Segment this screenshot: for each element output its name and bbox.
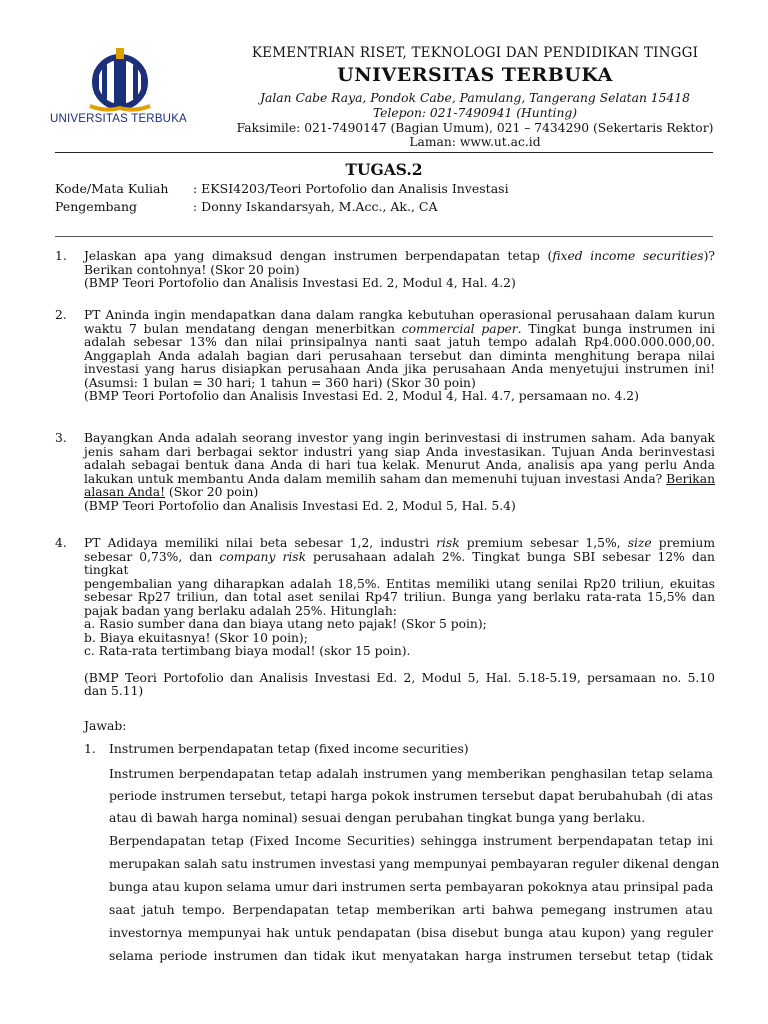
sub-question-b: b. Biaya ekuitasnya! (Skor 10 poin);: [84, 630, 308, 645]
answer-line: Berpendapatan tetap (Fixed Income Securities) sehingga instrument berpendapatan tetap ini: [109, 833, 713, 848]
logo-wordmark: UNIVERSITAS TERBUKA: [50, 113, 187, 125]
answer-line: bunga atau kupon selama umur dari instrumen serta pembayaran pokoknya atau prinsipal pada: [109, 879, 714, 894]
question-text-line: sebesar 0,73%, dan company risk perusahaan adalah 2%. Tingkat bunga SBI sebesar 12% dan tingkat: [84, 549, 715, 577]
question-text-line: adalah sebesar 13% dan nilai prinsipalnya nanti saat jatuh tempo adalah Rp4.000.000.000,00.: [84, 335, 715, 349]
sub-question-a: a. Rasio sumber dana dan biaya utang neto pajak! (Skor 5 poin);: [84, 617, 487, 631]
question-text-line: jenis saham dari berbagai sektor industri yang siap Anda investasikan. Tujuan Anda berinvestasi: [84, 444, 715, 459]
assignment-title: TUGAS.2: [345, 160, 423, 179]
question-number: 4.: [55, 536, 67, 550]
question-number: 1.: [55, 249, 67, 263]
question-text-line: (Asumsi: 1 bulan = 30 hari; 1 tahun = 360 hari) (Skor 30 poin): [84, 375, 476, 390]
course-label: Kode/Mata Kuliah: [55, 181, 169, 196]
question-text-line: pajak badan yang berlaku adalah 25%. Hitunglah:: [84, 603, 397, 618]
answer-line: Instrumen berpendapatan tetap adalah instrumen yang memberikan penghasilan tetap selama: [109, 766, 713, 781]
developer-value: : Donny Iskandarsyah, M.Acc., Ak., CA: [193, 199, 438, 214]
answer-line: investornya mempunyai hak untuk pendapatan (bisa disebut bunga atau kupon) yang reguler: [109, 925, 713, 940]
answer-line: saat jatuh tempo. Berpendapatan tetap memberikan arti bahwa pemegang instrumen atau: [109, 902, 713, 917]
question-text-line: pengembalian yang diharapkan adalah 18,5%. Entitas memiliki utang senilai Rp20 triliun, ekuitas: [84, 576, 715, 591]
question-text-line: PT Adidaya memiliki nilai beta sebesar 1,2, industri risk premium sebesar 1,5%, size premium: [84, 536, 715, 550]
question-reference: (BMP Teori Portofolio dan Analisis Investasi Ed. 2, Modul 5, Hal. 5.4): [84, 498, 516, 513]
question-text-line: Berikan contohnya! (Skor 20 poin): [84, 262, 300, 277]
answer-line: periode instrumen tersebut, tetapi harga pokok instrumen tersebut dapat berubahubah (di atas: [109, 788, 713, 803]
answer-heading: Instrumen berpendapatan tetap (fixed income securities): [109, 741, 469, 756]
question-reference: (BMP Teori Portofolio dan Analisis Investasi Ed. 2, Modul 5, Hal. 5.18-5.19, persamaan no. 5.10: [84, 670, 715, 685]
question-text-line: Anggaplah Anda adalah bagian dari perusahaan tersebut dan diminta menghitung berapa nilai: [84, 348, 715, 363]
phone-line: Telepon: 021-7490941 (Hunting): [372, 106, 578, 120]
answer-line: atau di bawah harga nominal) sesuai dengan perubahan tingkat bunga yang berlaku.: [109, 810, 646, 825]
answer-label: Jawab:: [84, 718, 127, 733]
university-name: UNIVERSITAS TERBUKA: [337, 64, 613, 86]
question-number: 3.: [55, 431, 67, 445]
developer-label: Pengembang: [55, 199, 138, 214]
question-reference: (BMP Teori Portofolio dan Analisis Investasi Ed. 2, Modul 4, Hal. 4.2): [84, 276, 516, 290]
meta-divider: [55, 236, 713, 237]
question-reference: dan 5.11): [84, 684, 144, 698]
ministry-name: KEMENTRIAN RISET, TEKNOLOGI DAN PENDIDIKAN TINGGI: [251, 45, 699, 61]
fax-line: Faksimile: 021-7490147 (Bagian Umum), 021 – 7434290 (Sekertaris Rektor): [236, 121, 714, 135]
question-text-line: waktu 7 bulan mendatang dengan menerbitkan commercial paper. Tingkat bunga instrumen ini: [84, 321, 715, 336]
question-reference: (BMP Teori Portofolio dan Analisis Investasi Ed. 2, Modul 4, Hal. 4.7, persamaan no. 4.2): [84, 389, 639, 403]
question-text-line: alasan Anda! (Skor 20 poin): [84, 485, 259, 499]
question-text-line: investasi yang harus disiapkan perusahaan Anda jika perusahaan Anda menyetujui instrumen ini!: [84, 362, 715, 376]
sub-question-c: c. Rata-rata tertimbang biaya modal! (skor 15 poin).: [84, 644, 411, 658]
course-value: : EKSI4203/Teori Portofolio dan Analisis Investasi: [193, 181, 509, 196]
question-text-line: Bayangkan Anda adalah seorang investor yang ingin berinvestasi di instrumen saham. Ada banyak: [84, 431, 715, 445]
answer-number: 1.: [84, 741, 96, 756]
answer-line: selama periode instrumen dan tidak ikut menyatakan harga instrumen tersebut tetap (tidak: [109, 948, 713, 963]
question-text-line: Jelaskan apa yang dimaksud dengan instrumen berpendapatan tetap (fixed income securities)?: [84, 249, 716, 263]
question-text-line: sebesar Rp27 triliun, dan total aset senilai Rp47 triliun. Bunga yang berlaku rata-rata 15,5% dan: [84, 590, 715, 604]
question-text-line: adalah sebagai bentuk dana Anda di hari tua kelak. Menurut Anda, analisis apa yang perlu Anda: [84, 458, 715, 472]
question-number: 2.: [55, 308, 67, 322]
address-line: Jalan Cabe Raya, Pondok Cabe, Pamulang, Tangerang Selatan 15418: [260, 91, 690, 105]
question-text-line: lakukan untuk membantu Anda dalam memilih saham dan memenuhi tujuan investasi Anda? Berikan: [84, 471, 715, 486]
answer-line: merupakan salah satu instrumen investasi yang mempunyai pembayaran reguler dikenal dengan: [109, 856, 720, 871]
header-divider: [55, 152, 713, 153]
website-line: Laman: www.ut.ac.id: [409, 135, 541, 149]
question-text-line: PT Aninda ingin mendapatkan dana dalam rangka kebutuhan operasional perusahaan dalam kurun: [84, 308, 715, 322]
